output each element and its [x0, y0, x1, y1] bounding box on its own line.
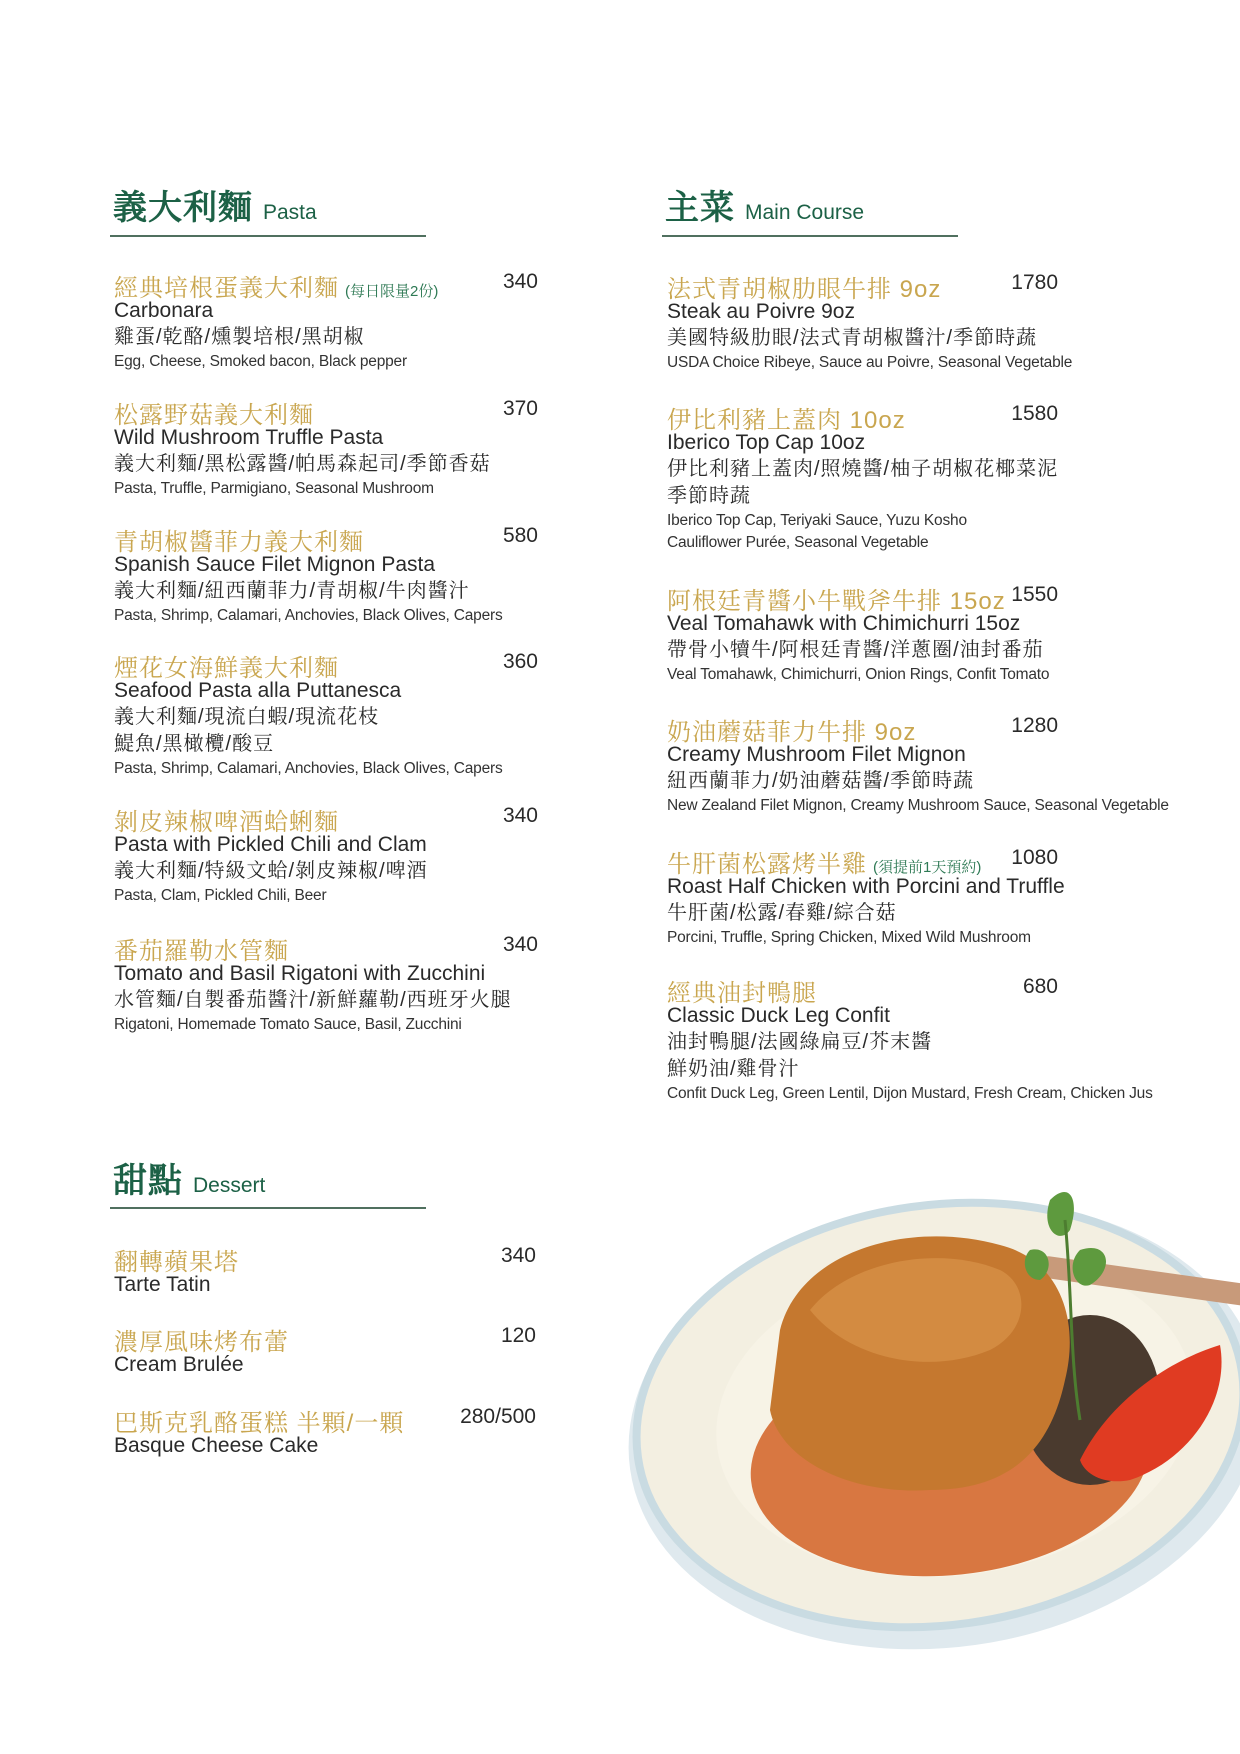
- menu-item-ingredients-zh: 伊比利豬上蓋肉/照燒醬/柚子胡椒花椰菜泥: [667, 458, 1059, 480]
- main-title-zh: 主菜: [665, 189, 735, 227]
- menu-item-name-zh: 翻轉蘋果塔: [114, 1249, 239, 1276]
- menu-item: [114, 522, 538, 627]
- menu-item-ingredients-en: Cauliflower Purée, Seasonal Vegetable: [667, 534, 929, 551]
- menu-item-price: 120: [500, 1324, 536, 1347]
- menu-item-price: 1550: [1011, 583, 1058, 606]
- dessert-divider: [110, 1207, 426, 1209]
- menu-item: [667, 973, 1153, 1105]
- menu-item-price: 340: [502, 933, 538, 956]
- menu-item: [114, 1322, 536, 1378]
- menu-item-name-en: Carbonara: [114, 299, 214, 322]
- menu-item-ingredients-zh: 油封鴨腿/法國綠扁豆/芥末醬: [667, 1031, 933, 1053]
- main-title-en: Main Course: [745, 201, 865, 224]
- menu-item-title-row: [114, 268, 538, 302]
- menu-item-name-zh: 濃厚風味烤布蕾: [114, 1329, 289, 1356]
- pasta-title-en: Pasta: [263, 201, 317, 224]
- menu-item-ingredients-zh: 帶骨小犢牛/阿根廷青醬/洋蔥圈/油封番茄: [667, 639, 1044, 661]
- menu-item-ingredients-zh: 雞蛋/乾酪/燻製培根/黑胡椒: [114, 326, 365, 348]
- menu-item-name-en: Spanish Sauce Filet Mignon Pasta: [114, 553, 436, 576]
- menu-item-ingredients-zh: 美國特級肋眼/法式青胡椒醬汁/季節時蔬: [667, 327, 1038, 349]
- menu-item-price: 1580: [1011, 402, 1058, 425]
- menu-item: [667, 844, 1065, 949]
- menu-item-price: 680: [1022, 975, 1058, 998]
- menu-item-price: 340: [500, 1244, 536, 1267]
- menu-item-ingredients-zh: 鯷魚/黑橄欖/酸豆: [114, 733, 275, 755]
- menu-item-name-zh: 經典培根蛋義大利麵: [114, 275, 339, 302]
- menu-item-ingredients-zh: 義大利麵/紐西蘭菲力/青胡椒/牛肉醬汁: [114, 580, 470, 602]
- menu-item-name-zh: 青胡椒醬菲力義大利麵: [114, 529, 364, 556]
- menu-item-name-zh: 牛肝菌松露烤半雞: [667, 851, 867, 878]
- pasta-divider: [110, 235, 426, 237]
- menu-item: [667, 400, 1058, 554]
- menu-item-name-en: Roast Half Chicken with Porcini and Truffle: [667, 875, 1065, 898]
- menu-item-title-row: [114, 395, 538, 429]
- menu-item-title-row: [667, 581, 1058, 615]
- menu-item-price: 1780: [1011, 271, 1058, 294]
- menu-item-note: (須提前1天預約): [873, 859, 982, 876]
- menu-item: [114, 1242, 536, 1298]
- duck-confit-illustration: [610, 1160, 1240, 1680]
- menu-item-title-row: [667, 400, 1058, 434]
- menu-item: [667, 581, 1058, 686]
- menu-item: [114, 395, 538, 500]
- menu-item-ingredients-en: Confit Duck Leg, Green Lentil, Dijon Mustard, Fresh Cream, Chicken Jus: [667, 1085, 1153, 1102]
- menu-item-name-zh: 奶油蘑菇菲力牛排 9oz: [667, 719, 917, 746]
- dessert-title-zh: 甜點: [113, 1162, 183, 1200]
- menu-item: [667, 269, 1072, 374]
- menu-item-price: 370: [502, 397, 538, 420]
- menu-item: [114, 802, 538, 907]
- dessert-section-header: [113, 1153, 265, 1202]
- menu-item-name-zh: 阿根廷青醬小牛戰斧牛排 15oz: [667, 588, 1006, 615]
- menu-item-name-zh: 經典油封鴨腿: [667, 980, 817, 1007]
- menu-item-ingredients-en: Pasta, Shrimp, Calamari, Anchovies, Black Olives, Capers: [114, 607, 503, 624]
- menu-item: [114, 1403, 536, 1459]
- menu-item-ingredients-zh: 義大利麵/特級文蛤/剝皮辣椒/啤酒: [114, 860, 428, 882]
- menu-item-ingredients-en: Egg, Cheese, Smoked bacon, Black pepper: [114, 353, 407, 370]
- menu-item-title-row: [114, 522, 538, 556]
- menu-item-ingredients-zh: 季節時蔬: [667, 485, 751, 507]
- menu-item-ingredients-en: Pasta, Shrimp, Calamari, Anchovies, Black Olives, Capers: [114, 760, 503, 777]
- menu-item-name-zh: 巴斯克乳酪蛋糕 半顆/一顆: [114, 1410, 405, 1437]
- menu-item-name-zh: 煙花女海鮮義大利麵: [114, 655, 339, 682]
- menu-item-title-row: [114, 1403, 536, 1437]
- menu-item-ingredients-en: New Zealand Filet Mignon, Creamy Mushroom Sauce, Seasonal Vegetable: [667, 797, 1169, 814]
- menu-item-name-en: Tomato and Basil Rigatoni with Zucchini: [114, 962, 486, 985]
- menu-item: [114, 648, 538, 780]
- menu-item-ingredients-zh: 牛肝菌/松露/春雞/綜合菇: [667, 902, 897, 924]
- menu-item-ingredients-en: Porcini, Truffle, Spring Chicken, Mixed Wild Mushroom: [667, 929, 1031, 946]
- menu-item-ingredients-zh: 義大利麵/現流白蝦/現流花枝: [114, 706, 380, 728]
- menu-item-title-row: [114, 1322, 536, 1356]
- menu-item-ingredients-en: Pasta, Clam, Pickled Chili, Beer: [114, 887, 327, 904]
- menu-item-name-zh: 伊比利豬上蓋肉 10oz: [667, 407, 906, 434]
- menu-item-title-row: [114, 1242, 536, 1276]
- menu-item-ingredients-en: Iberico Top Cap, Teriyaki Sauce, Yuzu Kosho: [667, 512, 967, 529]
- menu-item-price: 360: [502, 650, 538, 673]
- menu-item-name-en: Basque Cheese Cake: [114, 1434, 319, 1457]
- menu-item-name-en: Wild Mushroom Truffle Pasta: [114, 426, 384, 449]
- main-divider: [662, 235, 958, 237]
- menu-item-name-zh: 剝皮辣椒啤酒蛤蜊麵: [114, 809, 339, 836]
- menu-item: [114, 268, 538, 373]
- menu-item-price: 340: [502, 804, 538, 827]
- menu-item-ingredients-zh: 紐西蘭菲力/奶油蘑菇醬/季節時蔬: [667, 770, 975, 792]
- menu-item-title-row: [114, 931, 538, 965]
- menu-item-name-zh: 法式青胡椒肋眼牛排 9oz: [667, 276, 942, 303]
- menu-item-name-zh: 番茄羅勒水管麵: [114, 938, 289, 965]
- menu-item-title-row: [114, 648, 538, 682]
- menu-item-name-en: Cream Brulée: [114, 1353, 244, 1376]
- menu-item-ingredients-en: Rigatoni, Homemade Tomato Sauce, Basil, Zucchini: [114, 1016, 462, 1033]
- menu-item-name-en: Pasta with Pickled Chili and Clam: [114, 833, 427, 856]
- menu-item-ingredients-zh: 義大利麵/黑松露醬/帕馬森起司/季節香菇: [114, 453, 491, 475]
- menu-item-ingredients-en: Veal Tomahawk, Chimichurri, Onion Rings, Confit Tomato: [667, 666, 1050, 683]
- dessert-title-en: Dessert: [193, 1174, 266, 1197]
- menu-item-title-row: [667, 712, 1058, 746]
- menu-item-name-zh: 松露野菇義大利麵: [114, 402, 314, 429]
- menu-item-ingredients-en: USDA Choice Ribeye, Sauce au Poivre, Seasonal Vegetable: [667, 354, 1073, 371]
- menu-item-name-en: Veal Tomahawk with Chimichurri 15oz: [667, 612, 1021, 635]
- menu-item-ingredients-zh: 水管麵/自製番茄醬汁/新鮮蘿勒/西班牙火腿: [114, 989, 512, 1011]
- menu-item-title-row: [667, 973, 1058, 1007]
- menu-item-price: 340: [502, 270, 538, 293]
- menu-item-name-en: Tarte Tatin: [114, 1273, 211, 1296]
- menu-item-name-en: Seafood Pasta alla Puttanesca: [114, 679, 402, 702]
- menu-item-price: 280/500: [460, 1405, 536, 1428]
- menu-item-note: (每日限量2份): [345, 283, 439, 300]
- menu-item: [667, 712, 1169, 817]
- menu-item-name-en: Iberico Top Cap 10oz: [667, 431, 866, 454]
- main-section-header: [665, 180, 864, 229]
- menu-item: [114, 931, 538, 1036]
- pasta-title-zh: 義大利麵: [113, 189, 253, 227]
- menu-item-name-en: Steak au Poivre 9oz: [667, 300, 855, 323]
- menu-item-title-row: [667, 269, 1058, 303]
- menu-item-ingredients-zh: 鮮奶油/雞骨汁: [667, 1058, 800, 1080]
- menu-item-price: 1080: [1011, 846, 1058, 869]
- pasta-section-header: [113, 180, 317, 229]
- menu-item-price: 580: [502, 524, 538, 547]
- menu-item-price: 1280: [1011, 714, 1058, 737]
- menu-item-name-en: Creamy Mushroom Filet Mignon: [667, 743, 966, 766]
- menu-item-ingredients-en: Pasta, Truffle, Parmigiano, Seasonal Mushroom: [114, 480, 434, 497]
- menu-item-title-row: [667, 844, 1058, 878]
- menu-item-name-en: Classic Duck Leg Confit: [667, 1004, 890, 1027]
- menu-item-title-row: [114, 802, 538, 836]
